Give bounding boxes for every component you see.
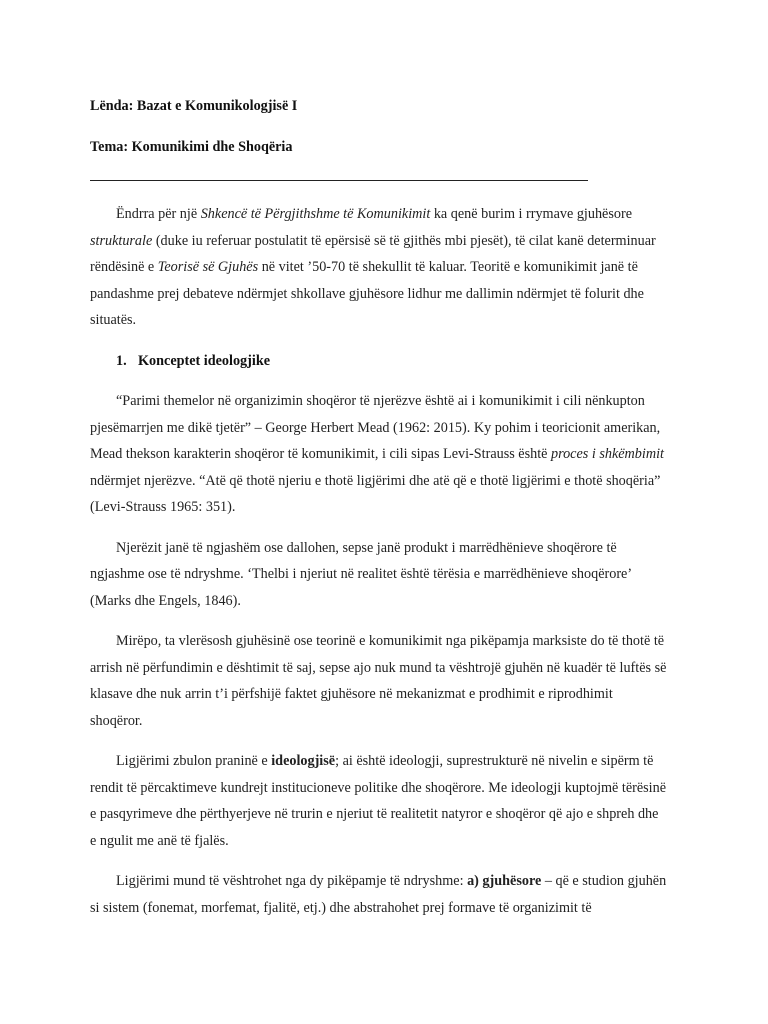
text-run: në vitet ’50-70 të shekullit të kaluar. Teoritë e komunikimit janë të pandashme prej debateve ndërmjet shkollave gjuhësore lidhur me dallimin ndërmjet të folurit dhe situatës.	[90, 259, 644, 328]
text-run: – që e studion gjuhën si sistem (fonemat, morfemat, fjalitë, etj.) dhe abstrahohet prej formave të organizimit të	[90, 873, 667, 916]
text-run: ndërmjet njerëzve. “Atë që thotë njeriu e thotë ligjërimi dhe atë që e thotë ligjërimi e thotë shoqëria” (Levi-Strauss 1965: 351).	[90, 472, 661, 515]
text-run: ; ai është ideologji, suprestrukturë në nivelin e sipërm të rendit të përcaktimeve kundrejt institucioneve politike dhe shoqërore. Me ideologji kuptojmë tërësinë e pasqyrimeve dhe përthyerjeve në trurin e njeriut të realitetit natyror e shoqëror që ajo e shpreh dhe e ngulit me anë të fjalës.	[90, 753, 666, 849]
italic-term: Shkencë të Përgjithshme të Komunikimit	[200, 206, 431, 222]
italic-term: proces i shkëmbimit	[551, 446, 664, 462]
text-run: “Parimi themelor në organizimin shoqëror të njerëzve është ai i komunikimit i cili nënkupton pjesëmarrjen me dikë tjetër” – George Herbert Mead (1962: 2015). Ky pohim i teoricionit amerikan, Mead thekson karakterin shoqëror të komunikimit, i cili sipas Levi-Strauss është	[90, 393, 661, 462]
paragraph-marx: Njerëzit janë të ngjashëm ose dallohen, sepse janë produkt i marrëdhënieve shoqërore të ngjashme ose të ndryshme. ‘Thelbi i njeriut në realitet është tërësia e marrëdhënieve shoqërore’ (Marks dhe Engels, 1846).	[90, 539, 632, 609]
paragraph-mead	[90, 388, 668, 521]
section-title: Konceptet ideologjike	[138, 352, 271, 369]
bold-term: ideologjisë	[271, 753, 336, 769]
subject-heading: Lënda: Bazat e Komunikologjisë I	[90, 98, 298, 114]
topic-heading: Tema: Komunikimi dhe Shoqëria	[90, 138, 293, 155]
section-number: 1.	[116, 352, 127, 369]
italic-term: Teorisë së Gjuhës	[157, 259, 259, 275]
paragraph-marxist-view: Mirëpo, ta vlerësosh gjuhësinë ose teorinë e komunikimit nga pikëpamja marksiste do të thotë të arrish në përfundimin e dështimit të saj, sepse ajo nuk mund ta vështrojë gjuhën në kuadër të luftës së klasave dhe nuk arrin t’i përfshijë faktet gjuhësore në mekanizmat e prodhimit e riprodhimit shoqëror.	[90, 633, 667, 729]
document-body	[90, 93, 668, 935]
text-run: (duke iu referuar postulatit të epërsisë së të gjithës mbi pjesët), të cilat kanë determinuar rëndësinë e	[90, 232, 656, 275]
section-heading	[90, 348, 668, 375]
text-run: Ligjërimi zbulon praninë e	[116, 753, 272, 769]
italic-term: strukturale	[90, 232, 153, 249]
text-run: ka qenë burim i rrymave gjuhësore	[430, 206, 632, 222]
horizontal-rule	[90, 180, 588, 181]
bold-term: a) gjuhësore	[467, 873, 542, 889]
paragraph-intro	[90, 201, 668, 334]
text-run: Ëndrra për një	[116, 206, 201, 222]
paragraph-discourse	[90, 868, 668, 921]
text-run: Ligjërimi mund të vështrohet nga dy pikëpamje të ndryshme:	[116, 873, 468, 889]
paragraph-ideology	[90, 748, 668, 854]
